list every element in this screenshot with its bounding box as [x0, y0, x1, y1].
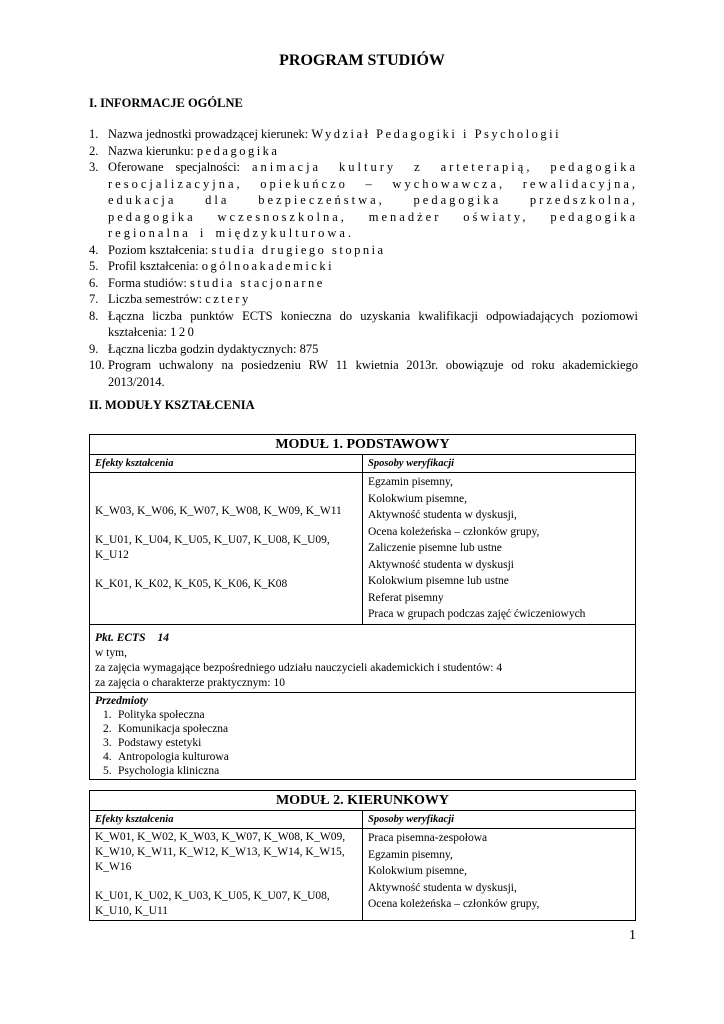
effects-group: K_W03, K_W06, K_W07, K_W08, K_W09, K_W11 [95, 505, 342, 518]
section-heading-modules: II. MODUŁY KSZTAŁCENIA [89, 398, 255, 412]
subjects-list [95, 708, 630, 778]
list-item: 2. Nazwa kierunku: pedagogika [89, 143, 280, 158]
subject-item: 2. Komunikacja społeczna [103, 722, 229, 735]
method-item: Praca pisemna-zespołowa [368, 832, 488, 844]
method-item: Aktywność studenta w dyskusji [368, 558, 514, 571]
page-title: PROGRAM STUDIÓW [279, 52, 445, 69]
methods-cell [363, 829, 636, 921]
method-item: Kolokwium pisemne lub ustne [368, 575, 509, 587]
list-item: 7. Liczba semestrów: cztery [89, 292, 251, 306]
module-1-title: MODUŁ 1. PODSTAWOWY [90, 435, 636, 455]
method-item: Ocena koleżeńska – członków grupy, [368, 898, 540, 910]
list-item: 1. Nazwa jednostki prowadzącej kierunek: Wydział Pedagogiki i Psychologii [89, 127, 562, 141]
method-item: Praca w grupach podczas zajęć ćwiczeniowych [368, 608, 586, 620]
effects-group: K_U01, K_U04, K_U05, K_U07, K_U08, K_U09, K_U12 [95, 534, 330, 562]
methods-cell [363, 473, 636, 625]
module-2-table [89, 790, 636, 921]
list-item: 5. Profil kształcenia: ogólnoakademicki [89, 259, 335, 273]
subjects-label: Przedmioty [95, 694, 149, 707]
method-item: Kolokwium pisemne, [368, 865, 468, 877]
list-item: 3. Oferowane specjalności: animacja kultury z arteterapią, pedagogika resocjalizacyjna, opiekuńczo – wychowawcza, rewalidacyjna, edukacja dla bezpieczeństwa, pedagogika przedszkolna, pedagogika wczesnoszkolna, menadżer oświaty, pedagogika regionalna i międzykulturowa. [89, 160, 638, 240]
method-item: Egzamin pisemny, [368, 848, 453, 861]
method-item: Kolokwium pisemne, [368, 492, 468, 505]
module-2-title: MODUŁ 2. KIERUNKOWY [90, 791, 636, 811]
method-item: Ocena koleżeńska – członków grupy, [368, 525, 540, 538]
method-item: Referat pisemny [368, 591, 444, 604]
subject-item: 5. Psychologia kliniczna [103, 764, 220, 777]
ects-detail: w tym, [95, 646, 127, 659]
effects-group: K_U01, K_U02, K_U03, K_U05, K_U07, K_U08, K_U10, K_U11 [95, 890, 330, 917]
section-heading-general: I. INFORMACJE OGÓLNE [89, 96, 243, 110]
effects-group: K_K01, K_K02, K_K05, K_K06, K_K08 [95, 578, 288, 591]
effects-group: K_W01, K_W02, K_W03, K_W07, K_W08, K_W09, K_W10, K_W11, K_W12, K_W13, K_W14, K_W15, K_W16 [95, 831, 346, 873]
list-item: 4. Poziom kształcenia: studia drugiego stopnia [89, 242, 386, 257]
effects-cell [90, 473, 363, 625]
general-info-list [89, 126, 638, 390]
method-item: Aktywność studenta w dyskusji, [368, 881, 517, 894]
methods-header: Sposoby weryfikacji [363, 455, 636, 473]
module-1-table [89, 434, 636, 780]
ects-detail: za zajęcia o charakterze praktycznym: 10 [95, 676, 285, 689]
subject-item: 1. Polityka społeczna [103, 708, 205, 721]
subject-item: 3. Podstawy estetyki [103, 736, 202, 749]
list-item: 10. Program uchwalony na posiedzeniu RW 11 kwietnia 2013r. obowiązuje od roku akademickiego 2013/2014. [89, 358, 638, 389]
list-item: 6. Forma studiów: studia stacjonarne [89, 275, 325, 290]
effects-header: Efekty kształcenia [90, 455, 363, 473]
subject-item: 4. Antropologia kulturowa [103, 750, 229, 763]
list-item: 9. Łączna liczba godzin dydaktycznych: 875 [89, 341, 319, 356]
ects-detail: za zajęcia wymagające bezpośredniego udziału nauczycieli akademickich i studentów: 4 [95, 661, 503, 674]
list-item: 8. Łączna liczba punktów ECTS konieczna do uzyskania kwalifikacji odpowiadających poziomowi kształcenia: 120 [89, 308, 638, 339]
effects-cell [90, 829, 363, 921]
method-item: Zaliczenie pisemne lub ustne [368, 542, 502, 554]
page-number: 1 [629, 928, 636, 943]
effects-header: Efekty kształcenia [90, 811, 363, 829]
subjects-cell [90, 692, 636, 779]
methods-header: Sposoby weryfikacji [363, 811, 636, 829]
ects-cell [90, 624, 636, 692]
ects-line: Pkt. ECTS 14 [95, 631, 169, 644]
method-item: Egzamin pisemny, [368, 476, 453, 488]
method-item: Aktywność studenta w dyskusji, [368, 509, 517, 521]
